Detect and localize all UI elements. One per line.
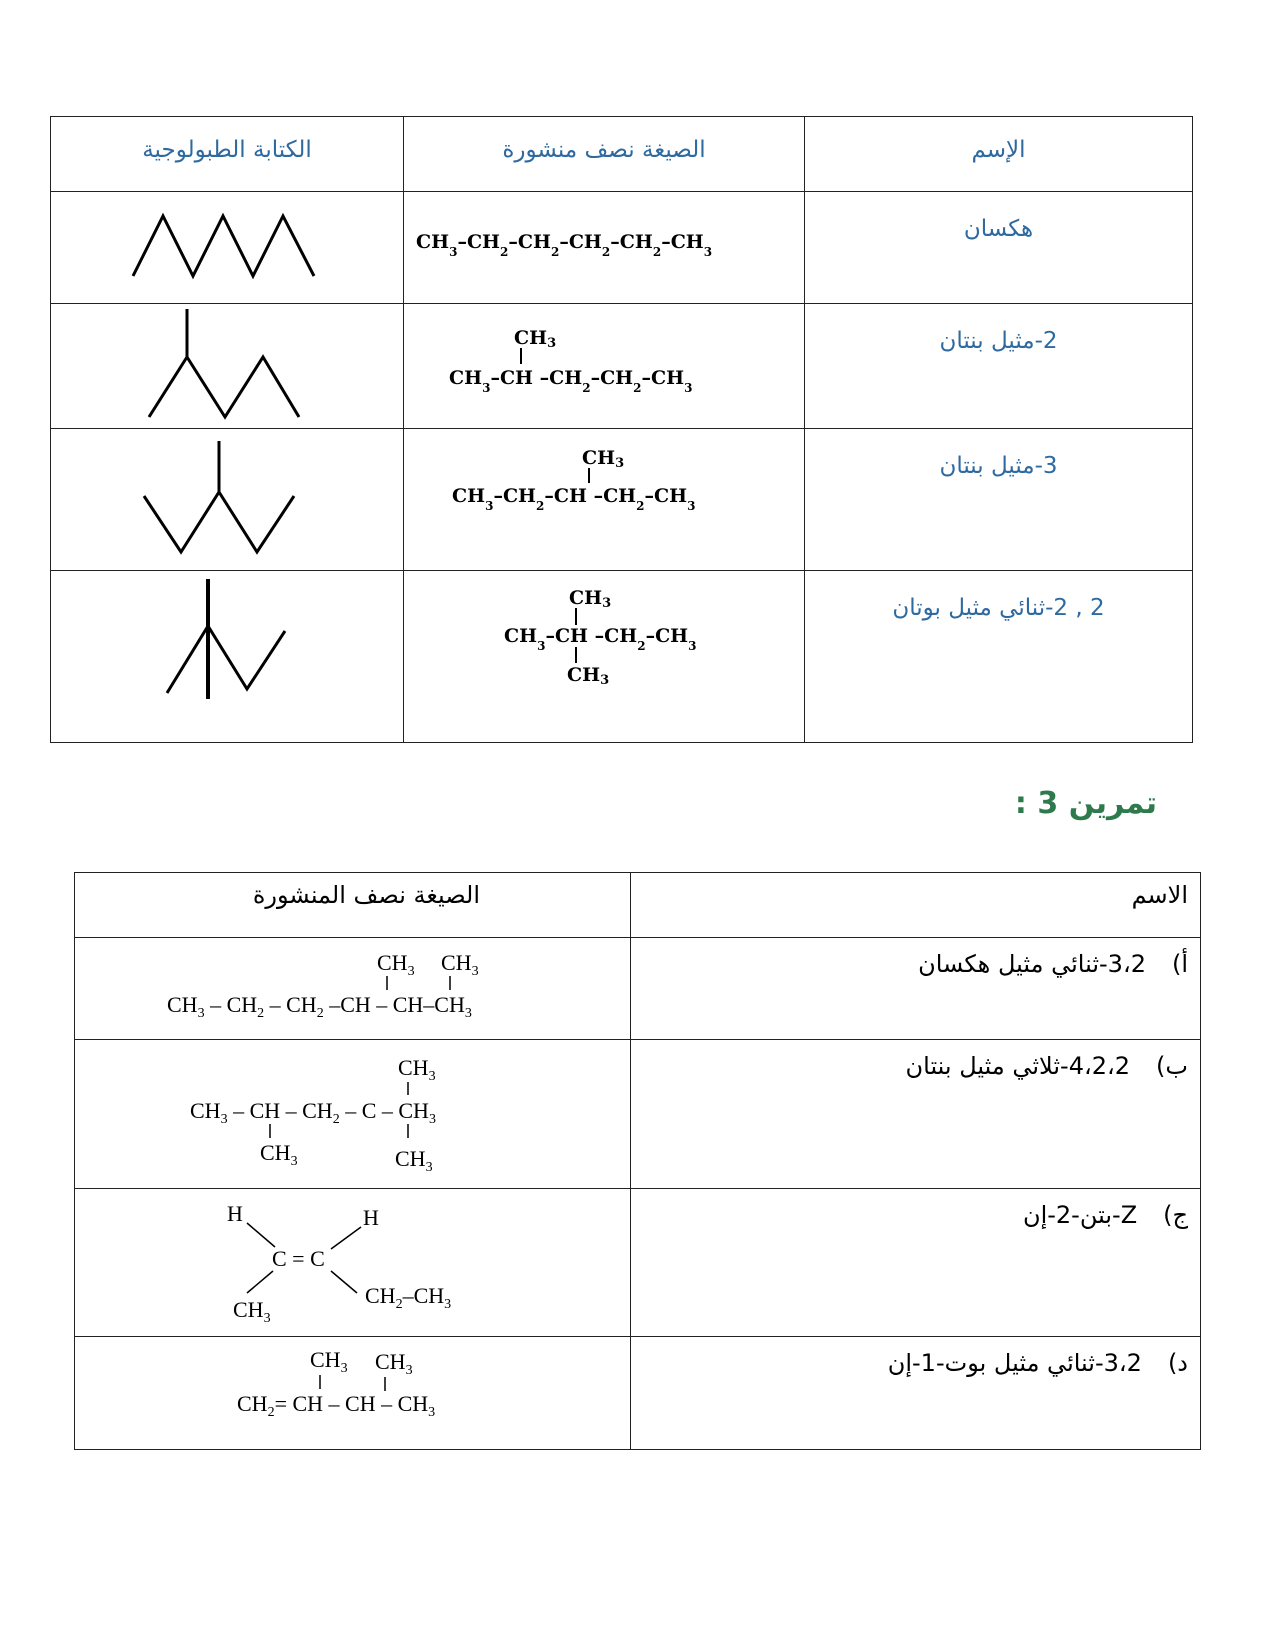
- row-letter: ب): [1156, 1052, 1188, 1080]
- skeletal-formula-2-2-dimethylbutane: [51, 571, 401, 741]
- row-letter: د): [1167, 1349, 1188, 1377]
- svg-text:CH3 – CH – CH2 – C – CH3: $CH_3$ – CH – $CH_2$ – C – $CH_3$: [190, 1098, 436, 1127]
- alkanes-table: [50, 116, 1193, 743]
- exercise-row-b: [631, 1040, 1200, 1080]
- svg-text:CH3: $CH_3$: [395, 1146, 433, 1175]
- table-row: [75, 1189, 1201, 1337]
- svg-text:CH3: CH3: [514, 327, 557, 351]
- semi-formula-2-2-dimethylbutane: [404, 571, 802, 741]
- formula-2-2-4-trimethylpentane: [75, 1040, 628, 1187]
- skeletal-formula-hexane: [51, 192, 401, 302]
- header-name: الاسم: [1131, 881, 1188, 909]
- semi-formula-hexane: [404, 192, 802, 302]
- table-row: [51, 429, 1193, 571]
- svg-text:CH3: CH3: [582, 447, 625, 471]
- svg-text:CH3–CH –CH2–CH3: $CH_3-CH$ $-CH_2-CH_3$: [504, 625, 697, 653]
- semi-formula-2-methylpentane: [404, 304, 802, 427]
- table-row: [51, 571, 1193, 743]
- row-letter: ج): [1163, 1201, 1188, 1229]
- svg-text:CH3: $CH_3$: [260, 1140, 298, 1169]
- table-row: [51, 304, 1193, 429]
- svg-text:H: H: [227, 1201, 243, 1226]
- table-row: [75, 1337, 1201, 1450]
- formula-2-3-dimethylhexane: [75, 938, 628, 1038]
- table-row: [75, 1040, 1201, 1189]
- exercise-row-d: [631, 1337, 1200, 1377]
- svg-text:CH3: $CH_3$: [310, 1347, 348, 1376]
- row1-name: هكسان: [963, 216, 1034, 242]
- header-topological: الكتابة الطبولوجية: [142, 137, 312, 163]
- svg-text:CH3: $CH_3$: [398, 1055, 436, 1084]
- table-row: [51, 192, 1193, 304]
- row-name: 3،2-ثنائي مثيل بوت-1-إن: [887, 1349, 1142, 1377]
- exercise-row-c: [631, 1189, 1200, 1229]
- svg-text:CH3: CH3: [567, 664, 610, 688]
- row-letter: أ): [1171, 950, 1188, 978]
- header-semi-developed: الصيغة نصف منشورة: [502, 137, 706, 163]
- svg-text:CH3: $CH_3$: [441, 950, 479, 979]
- row2-name: 2-مثيل بنتان: [939, 328, 1058, 354]
- header-name: الإسم: [971, 137, 1026, 163]
- exercise-row-a: [631, 938, 1200, 978]
- semi-formula-3-methylpentane: [404, 429, 802, 569]
- row-name: 4،2،2-ثلاثي مثيل بنتان: [905, 1052, 1131, 1080]
- svg-text:CH3: $CH_3$: [377, 950, 415, 979]
- skeletal-formula-3-methylpentane: [51, 429, 401, 569]
- row3-name: 3-مثيل بنتان: [939, 453, 1058, 479]
- svg-text:CH3: CH3: [569, 587, 612, 611]
- svg-text:CH3–CH2–CH2–CH2–CH2–CH3: $CH_3-CH_2-CH_2-CH_2-CH_2-CH_3$: [416, 231, 713, 259]
- svg-text:CH3 – CH2 – CH2 –CH – CH–CH3: $CH_3 - CH_2 - CH_2$ $-CH - CH-CH_3$: [167, 992, 472, 1021]
- skeletal-formula-2-methylpentane: [51, 304, 401, 427]
- exercise-table: [74, 872, 1201, 1450]
- table2-header-row: [75, 873, 1201, 938]
- svg-text:H: H: [363, 1205, 379, 1230]
- row-name: Z-بتن-2-إن: [1022, 1201, 1138, 1229]
- exercise-title: تمرين 3 :: [1014, 786, 1157, 821]
- svg-text:CH3: $CH_3$: [233, 1297, 271, 1326]
- header-formula: الصيغة نصف المنشورة: [252, 881, 480, 909]
- svg-text:CH2= CH – CH – CH3: $CH_2=$ CH – CH – $CH_3$: [237, 1391, 436, 1420]
- svg-text:CH3–CH2–CH –CH2–CH3: $CH_3-CH_2-CH$ $-CH_2-CH_3$: [452, 485, 696, 513]
- table-row: [75, 938, 1201, 1040]
- row4-name: 2 , 2-ثنائي مثيل بوتان: [892, 595, 1105, 621]
- formula-z-pent-2-ene: [75, 1189, 628, 1335]
- row-name: 3،2-ثنائي مثيل هكسان: [918, 950, 1146, 978]
- table1-header-row: [51, 117, 1193, 192]
- svg-text:C = C: C = C: [272, 1246, 325, 1271]
- svg-text:CH2–CH3: $CH_2-CH_3$: [365, 1283, 452, 1312]
- formula-2-3-dimethylbut-1-ene: [75, 1337, 628, 1448]
- svg-text:CH3–CH –CH2–CH2–CH3: $CH_3-CH$ $-CH_2-CH_2-CH_3$: [449, 367, 693, 395]
- svg-text:CH3: $CH_3$: [375, 1349, 413, 1378]
